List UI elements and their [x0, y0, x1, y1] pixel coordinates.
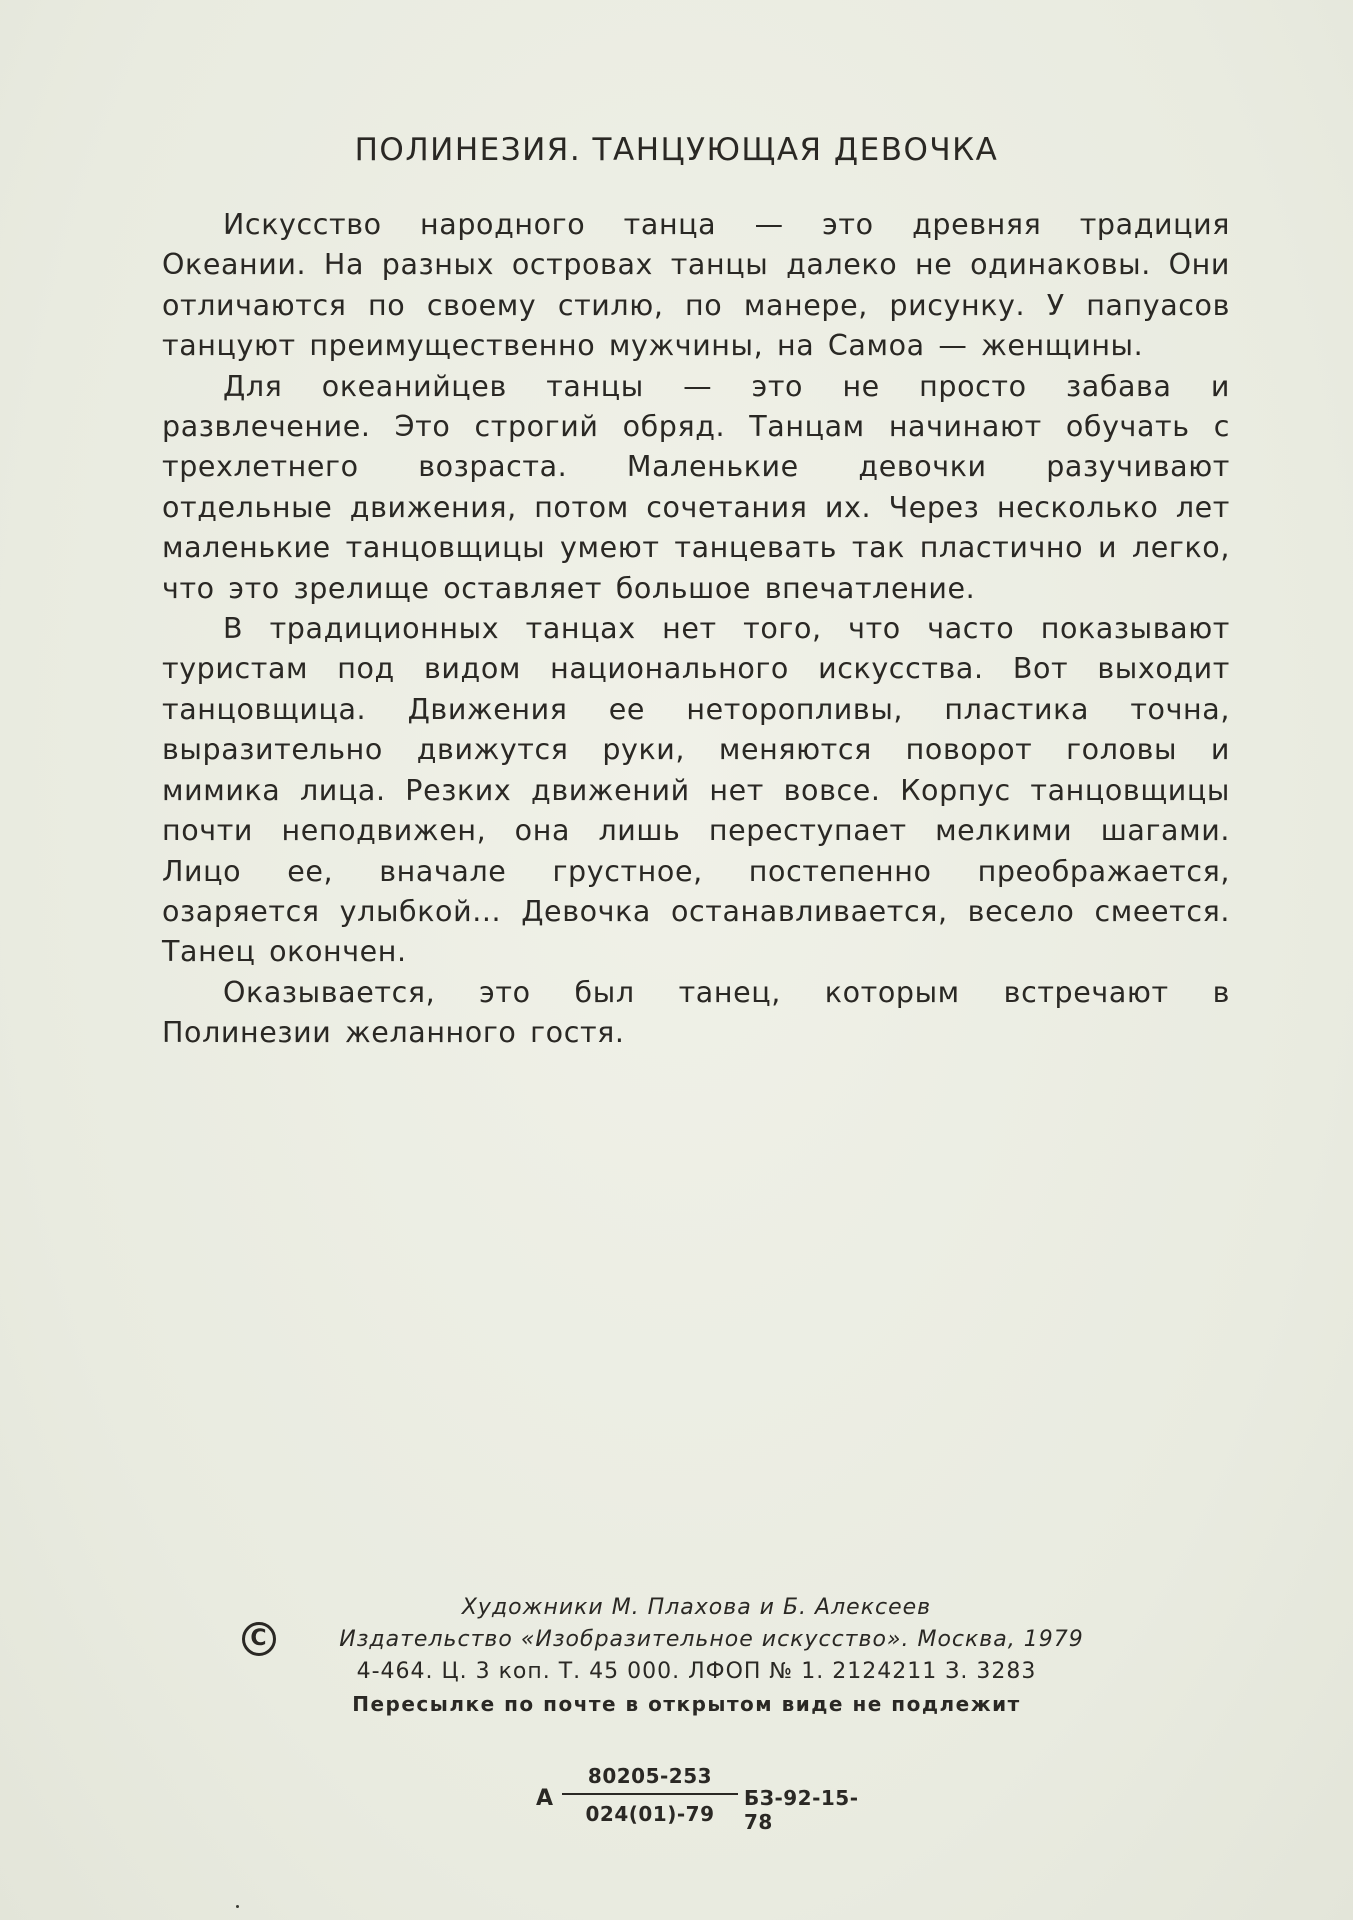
fraction-divider	[562, 1793, 738, 1795]
index-fraction	[562, 1762, 738, 1828]
copyright-icon: C	[242, 1622, 276, 1656]
paragraph-1: Искусство народного танца — это древняя традиция Океании. На разных островах танцы далеко не одинаковы. Они отличаются по своему стилю, по манере, рисунку. У папуасов танцуют преимущественно мужчины, на Самоа — женщины.	[162, 208, 1230, 363]
postal-notice: Пересылке по почте в открытом виде не подлежит	[352, 1692, 1021, 1716]
index-numerator: 80205-253	[587, 1764, 713, 1788]
paper-speck	[236, 1905, 239, 1908]
imprint	[0, 1592, 1353, 1720]
paragraph-2: Для океанийцев танцы — это не просто забава и развлечение. Это строгий обряд. Танцам начинают обучать с трехлетнего возраста. Маленькие девочки разучивают отдельные движения, потом сочетания их. Через несколько лет маленькие танцовщицы умеют танцевать так пластично и легко, что это зрелище оставляет большое впечатление.	[162, 369, 1230, 605]
page-title: ПОЛИНЕЗИЯ. ТАНЦУЮЩАЯ ДЕВОЧКА	[354, 132, 999, 168]
paragraph-4: Оказывается, это был танец, которым встречают в Полинезии желанного гостя.	[162, 975, 1230, 1050]
paragraph-3: В традиционных танцах нет того, что часто показывают туристам под видом национального искусства. Вот выходит танцовщица. Движения ее неторопливы, пластика точна, выразительно движутся руки, меняются поворот головы и мимика лица. Резких движений нет вовсе. Корпус танцовщицы почти неподвижен, она лишь переступает мелкими шагами. Лицо ее, вначале грустное, постепенно преображается, озаряется улыбкой... Девочка останавливается, весело смеется. Танец окончен.	[162, 612, 1230, 969]
print-codes: 4-464. Ц. 3 коп. Т. 45 000. ЛФОП № 1. 2124211 З. 3283	[356, 1659, 1037, 1684]
publisher-credit: Издательство «Изобразительное искусство». Москва, 1979	[339, 1627, 1084, 1652]
index-denominator: 024(01)-79	[585, 1802, 715, 1826]
catalog-index	[536, 1762, 876, 1842]
article-body	[162, 205, 1230, 1054]
index-code: БЗ-92-15-78	[744, 1786, 859, 1834]
artists-credit: Художники М. Плахова и Б. Алексеев	[461, 1595, 932, 1620]
publisher-row	[0, 1624, 1353, 1656]
index-letter: А	[536, 1786, 554, 1811]
